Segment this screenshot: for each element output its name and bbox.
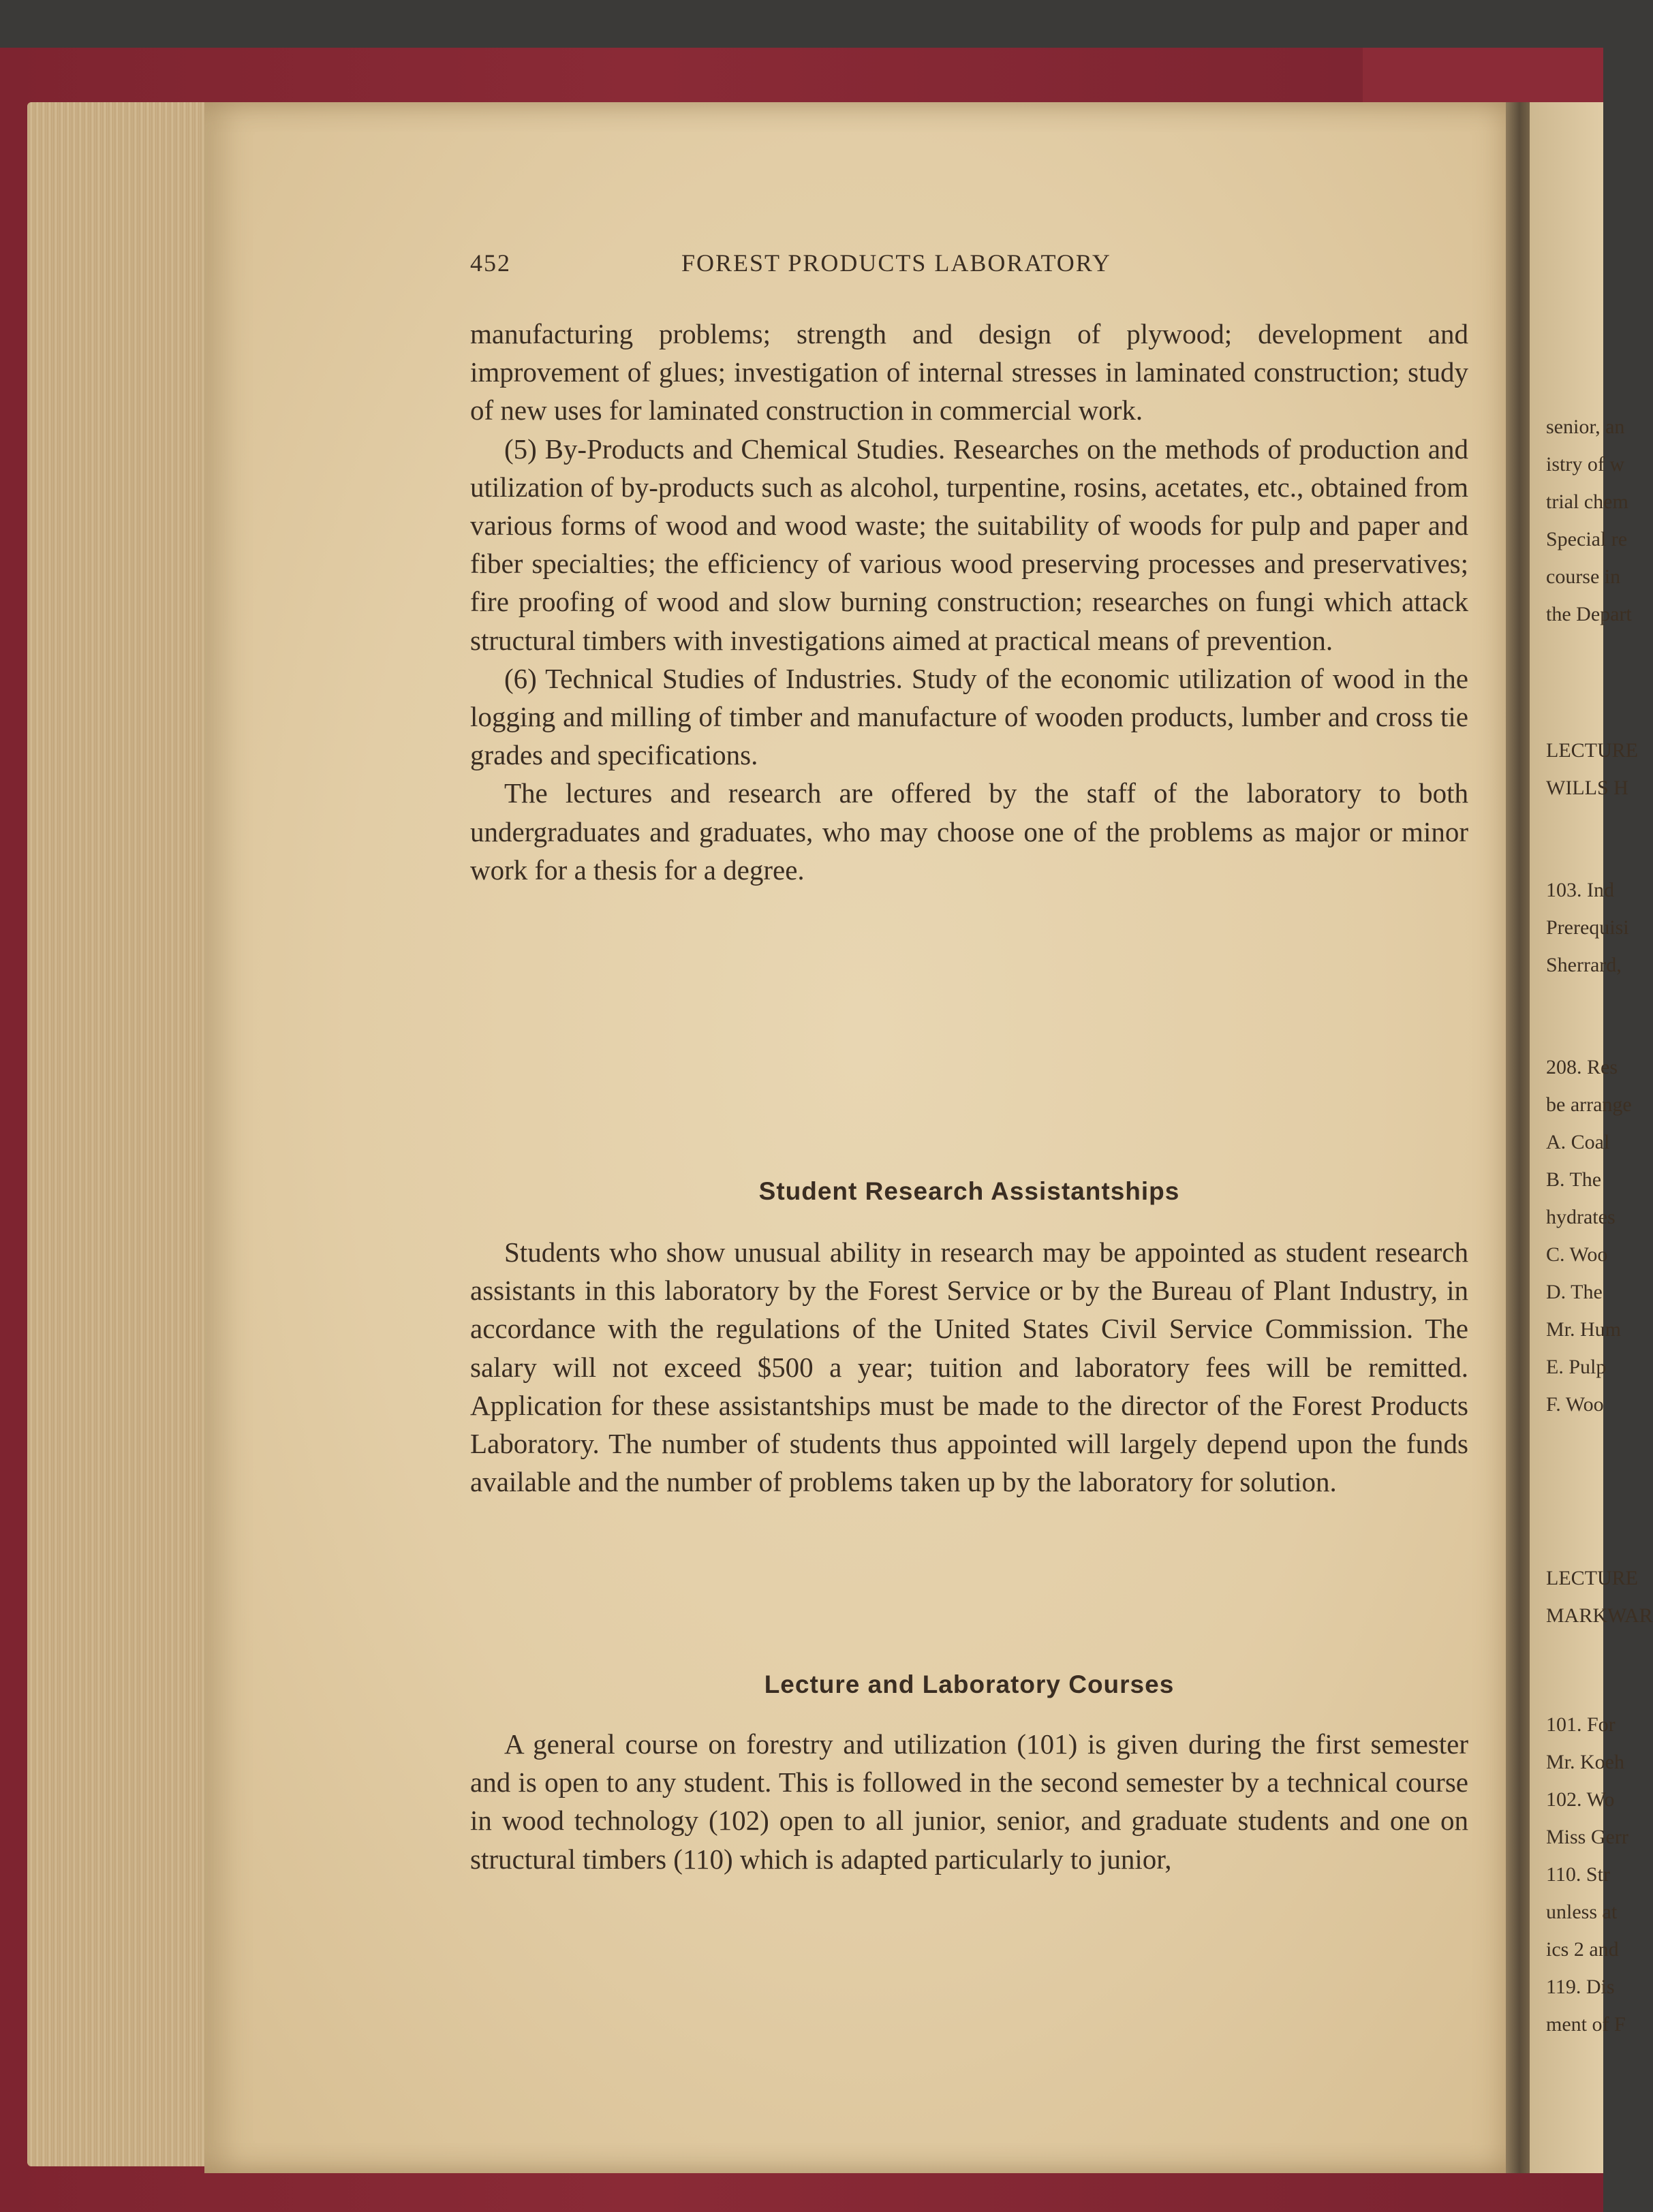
paragraph-lectures-research: The lectures and research are offered by the staff of the laboratory to both undergraduates and graduates, who may choose one of the problems as major or minor work for a thesis for a degree. [470, 777, 1468, 886]
next-page-line: istry of w [1546, 453, 1624, 476]
next-page-line: D. The [1546, 1281, 1603, 1303]
paragraph-courses: A general course on forestry and utilization (101) is given during the first semester and is open to any student. This is followed in the second semester by a technical course in wood technology (102) open to all junior, senior, and graduate students and one on structural timbers (110) which is adapted particularly to junior, [470, 1728, 1468, 1875]
next-page-line: 208. Res [1546, 1056, 1618, 1078]
next-page-line: LECTURE [1546, 739, 1638, 762]
next-page-line: Prerequisi [1546, 916, 1629, 939]
next-page-line: 101. For [1546, 1713, 1616, 1736]
next-page-line: LECTURE [1546, 1567, 1638, 1589]
next-page-line: Miss Gerr [1546, 1826, 1628, 1848]
next-page-line: 102. Wo [1546, 1788, 1615, 1811]
next-page-line: 119. Dis [1546, 1976, 1615, 1998]
heading-lecture-courses: Lecture and Laboratory Courses [764, 1670, 1175, 1698]
next-page-line: the Depart [1546, 603, 1632, 625]
next-page-line: A. Coal [1546, 1131, 1610, 1153]
next-page-line: MARKWAR [1546, 1604, 1653, 1627]
next-page-line: B. The [1546, 1168, 1602, 1191]
paragraph-assistantships: Students who show unusual ability in research may be appointed as student research assistants in this laboratory by the Forest Service or by the Bureau of Plant Industry, in accordance with the regulations of the United States Civil Service Commission. The salary will not exceed $500 a year; tuition and laboratory fees will be remitted. Application for these assistantships must be made to the director of the Forest Products Laboratory. The number of students thus appointed will largely depend upon the funds available and the number of problems taken up by the laboratory for solution. [470, 1236, 1468, 1498]
next-page-line: E. Pulp [1546, 1356, 1607, 1378]
book-gutter [1506, 102, 1533, 2173]
running-title: FOREST PRODUCTS LABORATORY [681, 249, 1111, 277]
section-assistantships-text [470, 1233, 1468, 1501]
page-edges [27, 102, 232, 2166]
paragraph-continued: manufacturing problems; strength and design of plywood; development and improvement of glues; investigation of internal stresses in laminated construction; study of new uses for laminated construction in commercial work. [470, 318, 1468, 426]
next-page-line: unless at [1546, 1901, 1618, 1923]
page-header [470, 249, 1247, 283]
heading-student-research: Student Research Assistantships [758, 1177, 1180, 1205]
next-page-line: ment of F [1546, 2013, 1626, 2036]
next-page-line: Sherrard, [1546, 954, 1622, 976]
next-page-line: F. Woo [1546, 1393, 1604, 1416]
next-page-line: 103. Ind [1546, 879, 1614, 901]
section-research-text [470, 315, 1468, 889]
next-page-line: Mr. Hum [1546, 1318, 1622, 1341]
next-page-line: hydrates [1546, 1206, 1616, 1228]
next-page-line: C. Woo [1546, 1243, 1608, 1266]
next-page-line: senior, an [1546, 416, 1625, 438]
next-page-line: Special re [1546, 528, 1628, 550]
next-page-line: course in [1546, 565, 1621, 588]
next-page-line: Mr. Koeh [1546, 1751, 1624, 1773]
page-number: 452 [470, 249, 511, 277]
next-page-line: ics 2 and [1546, 1938, 1619, 1961]
next-page-line: be arrange [1546, 1093, 1632, 1116]
paragraph-byproducts: (5) By-Products and Chemical Studies. Researches on the methods of production and utilization of by-products such as alcohol, turpentine, rosins, acetates, etc., obtained from various forms of wood and wood waste; the suitability of woods for pulp and paper and fiber specialties; the efficiency of various wood preserving processes and preservatives; fire proofing of wood and slow burning construction; researches on fungi which attack structural timbers with investigations aimed at practical means of prevention. [470, 433, 1468, 656]
section-courses-text [470, 1725, 1468, 1878]
next-page-line: WILLS H [1546, 777, 1628, 799]
next-page-sliver [1530, 102, 1653, 2173]
next-page-line: 110. Str [1546, 1863, 1610, 1886]
book-cover-top [1363, 48, 1603, 109]
next-page-line: trial chem [1546, 490, 1628, 513]
paragraph-technical-studies: (6) Technical Studies of Industries. Study of the economic utilization of wood in the logging and milling of timber and manufacture of wooden products, lumber and cross tie grades and specifications. [470, 662, 1468, 771]
